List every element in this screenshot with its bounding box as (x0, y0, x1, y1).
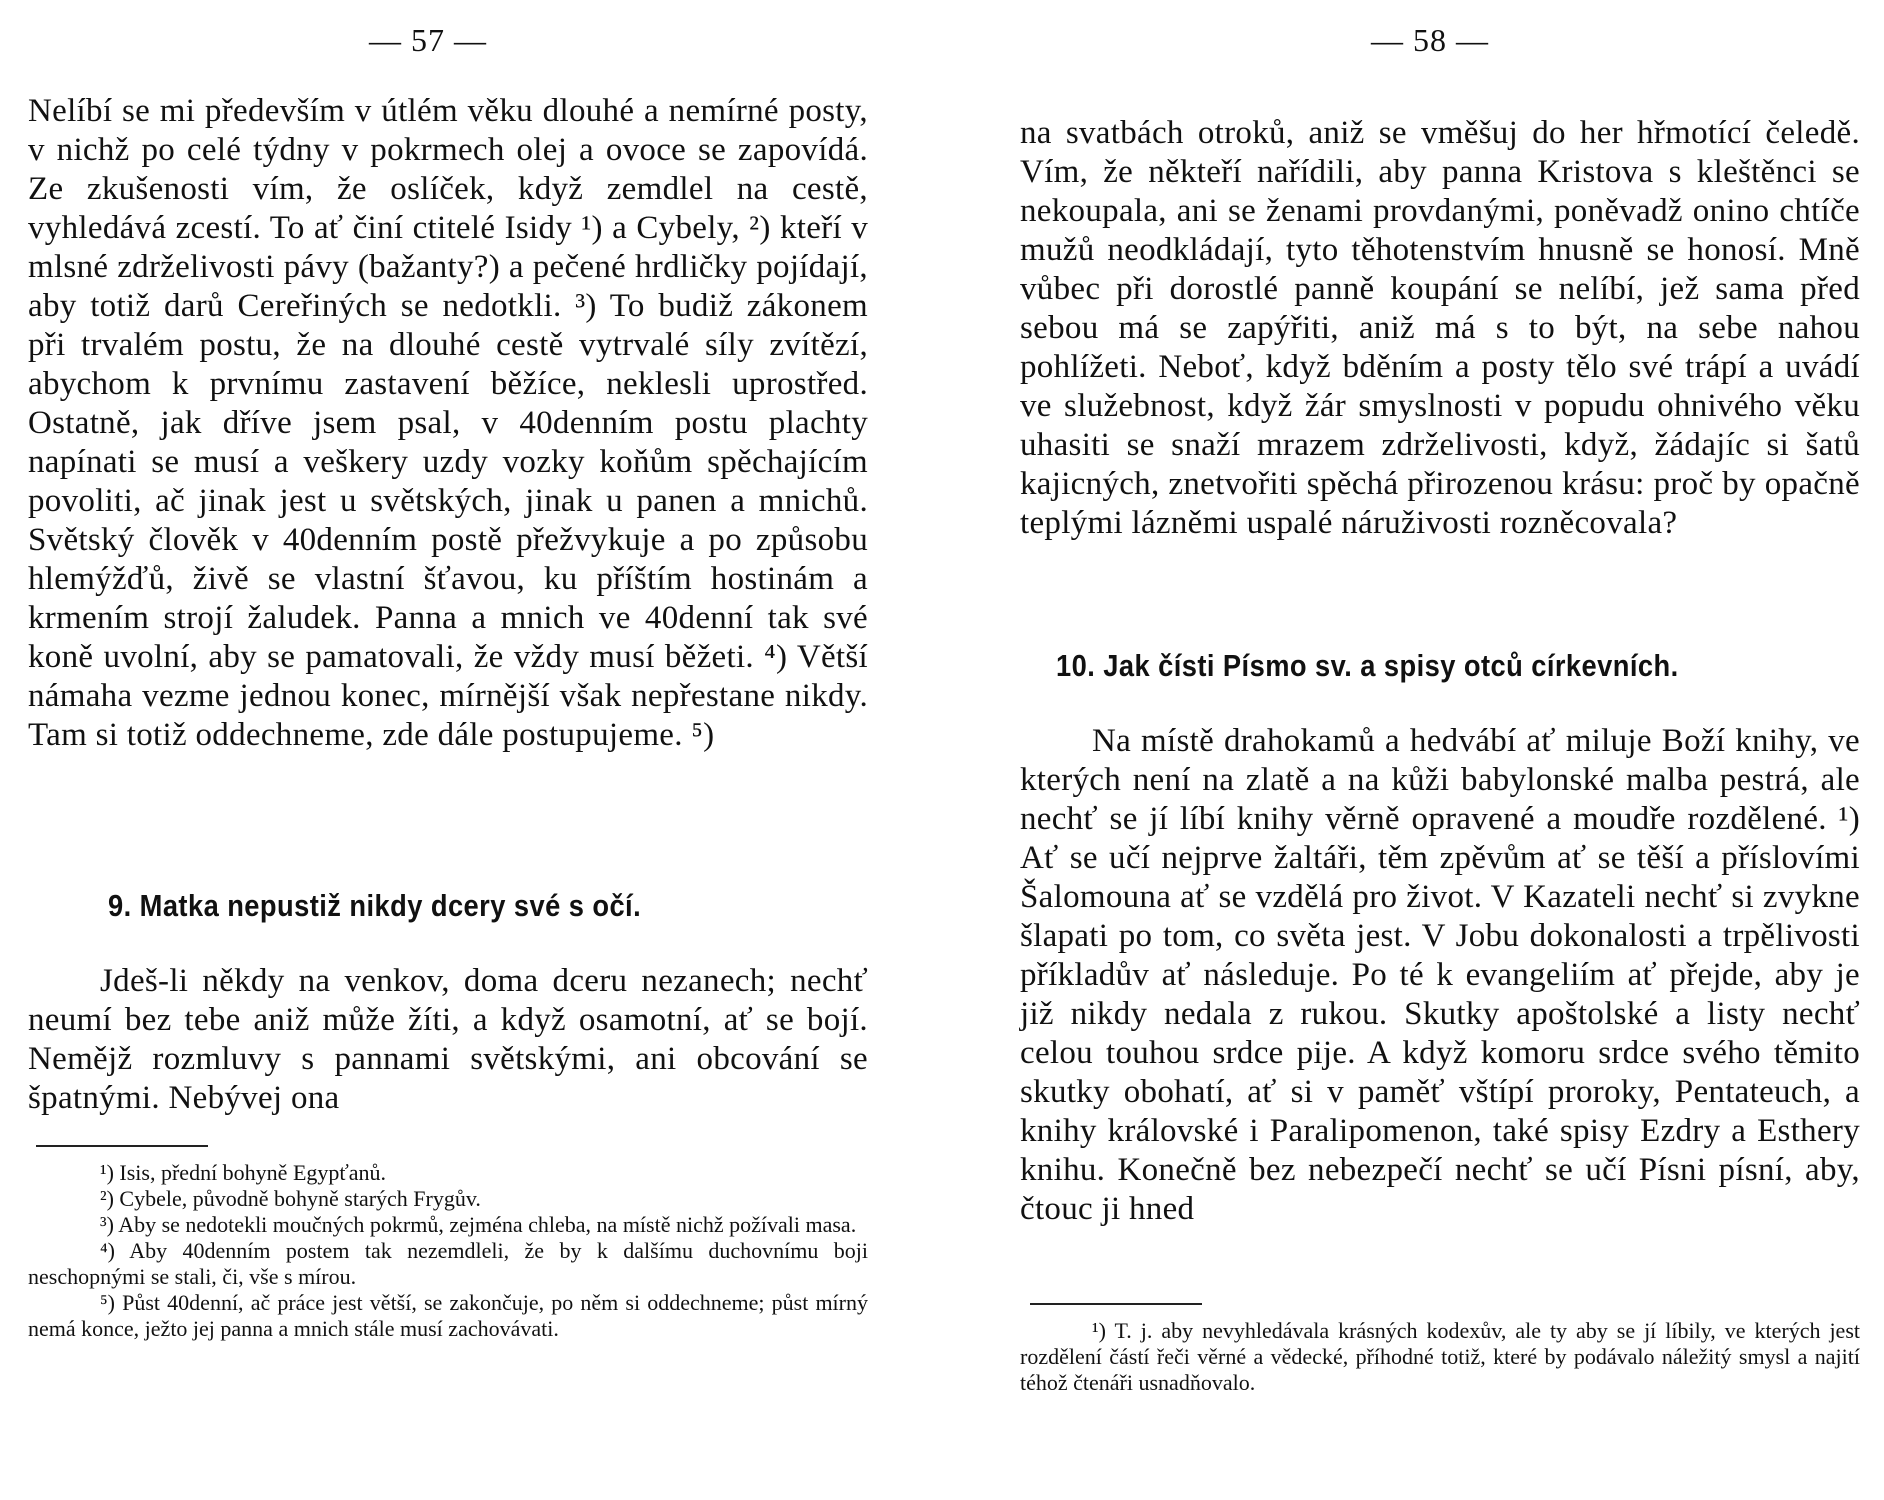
left-footnote-rule (36, 1145, 208, 1147)
right-page (1020, 0, 1860, 1500)
right-paragraph-2: Na místě drahokamů a hedvábí ať miluje Boží knihy, ve kterých není na zlatě a na kůži babylonské malba pestrá, ale nechť se jí líbí knihy věrně opravené a moudře rozdělené. ¹) Ať se učí nejprve žaltáři, těm zpěvům ať se těší a příslovími Šalomouna ať se vzdělá pro život. V Kazateli nechť si zvykne šlapati po tom, co světa jest. V Jobu dokonalosti a trpělivosti příkladův ať následuje. Po té k evangeliím ať přejde, aby je již nikdy nedala z rukou. Skutky apoštolské a listy nechť celou touhou srdce pije. A když komoru srdce svého těmito skutky obohatí, ať si v paměť vštípí proroky, Pentateuch, a knihy královské i Paralipomenon, také spisy Ezdry a Esthery knihu. Konečně bez nebezpečí nechť se učí Písni písní, aby, čtouc ji hned (1020, 723, 1860, 1227)
left-footnote-2: ²) Cybele, původně bohyně starých Frygův. (100, 1186, 481, 1211)
left-footnote-4: ⁴) Aby 40denním postem tak nezemdleli, že by k dalšímu duchovnímu boji neschopnými se stali, či, vše s mírou. (28, 1238, 868, 1289)
page-number-right: — 58 — (1371, 22, 1489, 58)
left-paragraph-1-container (28, 92, 868, 755)
left-section-heading: 9. Matka nepustiž nikdy dcery své s očí. (108, 888, 642, 923)
right-paragraph-1-container (1020, 114, 1860, 543)
left-footnotes (28, 1160, 868, 1342)
left-footnote-1: ¹) Isis, přední bohyně Egypťanů. (100, 1160, 387, 1185)
right-paragraph-1: na svatbách otroků, aniž se vměšuj do her hřmotící čeledě. Vím, že někteří nařídili, aby panna Kristova s kleštěnci se nekoupala, ani se ženami provdanými, poněvadž onino chtíče mužů neodkládají, tyto těhotenstvím hnusně se honosí. Mně vůbec při dorostlé panně koupání se nelíbí, jež sama před sebou má se zapýřiti, aniž má s to být, na sebe nahou pohlížeti. Neboť, když bděním a posty tělo své trápí a uvádí ve služebnost, když žár smyslnosti v popudu ohnivého věku uhasiti se snaží mrazem zdrželivosti, když, žádajíc si šatů kajicných, znetvořiti spěchá přirozenou krásu: proč by opačně teplými lázněmi uspalé náruživosti rozněcovala? (1020, 115, 1860, 541)
right-paragraph-2-container (1020, 722, 1860, 1229)
left-paragraph-2: Jdeš-li někdy na venkov, doma dceru nezanech; nechť neumí bez tebe aniž může žíti, a když osamotní, ať se bojí. Nemějž rozmluvy s pannami světskými, ani obcování se špatnými. Nebývej ona (28, 963, 868, 1116)
left-footnote-3: ³) Aby se nedotekli moučných pokrmů, zejména chleba, na místě nichž požívali masa. (100, 1212, 857, 1237)
right-footnote-rule (1030, 1303, 1202, 1305)
right-section-heading: 10. Jak čísti Písmo sv. a spisy otců církevních. (1056, 648, 1679, 683)
left-paragraph-1: Nelíbí se mi především v útlém věku dlouhé a nemírné posty, v nichž po celé týdny v pokrmech olej a ovoce se zapovídá. Ze zkušenosti vím, že oslíček, když zemdlel na cestě, vyhledává zcestí. To ať činí ctitelé Isidy ¹) a Cybely, ²) kteří v mlsné zdrželivosti pávy (bažanty?) a pečené hrdličky pojídají, aby totiž darů Cereřiných se nedotkli. ³) To budiž zákonem při trvalém postu, že na dlouhé cestě vytrvalé síly zvítězí, abychom k prvnímu zastavení běžíce, neklesli uprostřed. Ostatně, jak dříve jsem psal, v 40denním postu plachty napínati se musí a veškery uzdy vozky koňům spěchajícím povoliti, ač jinak jest u světských, jinak u panen a mnichů. Světský člověk v 40denním postě přežvykuje a po způsobu hlemýžďů, živě se vlastní šťavou, ku příštím hostinám a krmením strojí žaludek. Panna a mnich ve 40denní tak své koně uvolní, aby se pamatovali, že vždy musí běžeti. ⁴) Větší námaha vezme jednou konec, mírnější však nepřestane nikdy. Tam si totiž oddechneme, zde dále postupujeme. ⁵) (28, 93, 868, 753)
left-footnote-5: ⁵) Půst 40denní, ač práce jest větší, se zakončuje, po něm si oddechneme; půst mírný nemá konce, ježto jej panna a mnich stále musí zachovávati. (28, 1290, 868, 1341)
left-paragraph-2-container (28, 962, 868, 1118)
right-footnotes (1020, 1318, 1860, 1396)
right-footnote-1: ¹) T. j. aby nevyhledávala krásných kodexův, ale ty aby se jí líbily, ve kterých jest rozdělení částí řeči věrné a vědecké, příhodné totiž, které by podávalo náležitý smysl a najití téhož čtenáři usnadňovalo. (1020, 1318, 1860, 1395)
page-number-left: — 57 — (369, 22, 487, 58)
left-page (28, 0, 868, 1500)
